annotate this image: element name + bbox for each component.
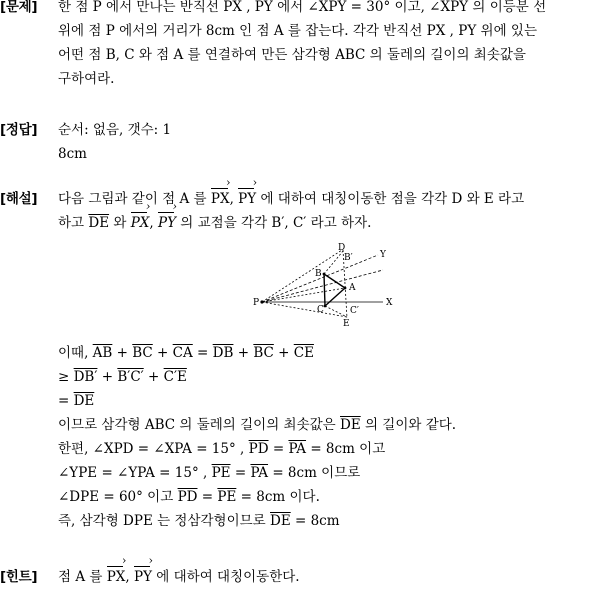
- segment-pd: $\overline{PD}$: [248, 441, 269, 457]
- text: 점 A 를: [58, 569, 107, 585]
- explanation-line: [58, 461, 590, 485]
- segment-de: $\overline{DE}$: [270, 513, 291, 529]
- text: =: [268, 441, 289, 457]
- problem-line: 위에 점 P 에서의 거리가 8cm 인 점 A 를 잡는다. 각각 반직선 PX , PY 위에 있는: [58, 23, 537, 39]
- vector-py: PY ›: [134, 565, 152, 589]
- label-a: A: [349, 283, 356, 293]
- segment-pe: $\overline{PE}$: [211, 465, 231, 481]
- label-b: B: [315, 269, 322, 279]
- explanation-line: [58, 187, 590, 211]
- point-b: [323, 273, 326, 276]
- problem-line: 한 점 P 에서 만나는 반직선 PX , PY 에서 ∠XPY = 30° 이고, ∠XPY 의 이등분 선: [58, 0, 547, 15]
- hint-body: [58, 565, 590, 589]
- dashed-line: [324, 251, 343, 274]
- dashed-line: [262, 250, 342, 302]
- text: 에 대하여 대칭이동한다.: [152, 569, 300, 585]
- text: = 8cm: [290, 513, 340, 529]
- text: +: [112, 345, 133, 361]
- hint-line: [58, 565, 590, 589]
- segment-bc: $\overline{BC}$: [132, 345, 153, 361]
- segment-de: $\overline{DE}$: [340, 417, 361, 433]
- vector-py: PY ›: [238, 187, 256, 211]
- text: +: [233, 345, 254, 361]
- explanation-label: [해설]: [0, 191, 38, 207]
- text: 에 대하여 대칭이동한 점을 각각 D 와 E 라고: [256, 191, 525, 207]
- segment-bc: $\overline{BC}$: [253, 345, 274, 361]
- text: +: [273, 345, 294, 361]
- side-ca: [325, 288, 345, 306]
- explanation-line: [58, 341, 590, 365]
- label-x: X: [386, 298, 393, 308]
- reflection-figure: [250, 238, 410, 330]
- point-c: [324, 305, 327, 308]
- text: 다음 그림과 같이 점 A 를: [58, 191, 211, 207]
- text: +: [97, 369, 118, 385]
- segment-cp-e: C′E: [163, 369, 187, 385]
- dashed-line: [262, 270, 383, 302]
- point-a: [344, 287, 347, 290]
- text: = 8cm 이므로: [268, 465, 361, 481]
- dashed-line: [262, 302, 347, 317]
- point-p: [260, 300, 263, 303]
- text: 이므로 삼각형 ABC 의 둘레의 길이의 최솟값은: [58, 417, 340, 433]
- explanation-line: [58, 413, 590, 437]
- answer-label: [정답]: [0, 122, 38, 138]
- text: =: [230, 465, 251, 481]
- answer-body: [58, 118, 590, 166]
- text: 이다.: [285, 489, 320, 505]
- vector-py: PY ›: [158, 211, 176, 235]
- segment-ca: $\overline{CA}$: [172, 345, 193, 361]
- explanation-line: [58, 211, 590, 235]
- segment-pa: $\overline{PA}$: [288, 441, 307, 457]
- text: +: [143, 369, 164, 385]
- text: 의 길이와 같다.: [360, 417, 457, 433]
- text: 한편, ∠XPD = ∠XPA = 15° ,: [58, 441, 249, 457]
- explanation-body: [58, 187, 590, 235]
- explanation-line: [58, 365, 590, 389]
- text: ,: [229, 191, 239, 207]
- explanation-line: [58, 509, 590, 533]
- label-c-prime: C′: [350, 306, 359, 316]
- vector-px: PX ›: [131, 211, 150, 235]
- text: =: [58, 393, 74, 409]
- dashed-line: [325, 306, 347, 317]
- vector-px: PX ›: [107, 565, 126, 589]
- text: ,: [149, 215, 158, 231]
- text: ∠DPE = 60° 이고: [58, 489, 178, 505]
- text: 와: [109, 215, 131, 231]
- text: =: [192, 345, 213, 361]
- segment-ce: $\overline{CE}$: [293, 345, 314, 361]
- explanation-line: [58, 485, 590, 509]
- segment-de: $\overline{DE}$: [73, 393, 95, 409]
- text: =: [197, 489, 218, 505]
- problem-label: [문제]: [0, 0, 38, 15]
- hint-label: [힌트]: [0, 569, 38, 585]
- answer-value: 8cm: [58, 146, 87, 162]
- text: 이때,: [58, 345, 93, 361]
- segment-pa: $\overline{PA}$: [250, 465, 269, 481]
- explanation-derivation: [58, 341, 590, 533]
- side-bc: [324, 274, 325, 306]
- problem-body: [58, 0, 590, 91]
- text: 하고: [58, 215, 89, 231]
- label-y: Y: [380, 250, 386, 260]
- text: 의 교점을 각각 B′, C′ 라고 하자.: [175, 215, 372, 231]
- label-b-prime: B′: [344, 253, 353, 263]
- problem-line: 어떤 점 B, C 와 점 A 를 연결하여 만든 삼각형 ABC 의 둘레의 길이의 최솟값을: [58, 47, 526, 63]
- label-p: P: [253, 298, 260, 308]
- text: +: [152, 345, 173, 361]
- text: 즉, 삼각형 DPE 는 정삼각형이므로: [58, 513, 271, 529]
- segment-pe: $\overline{PE}$: [217, 489, 237, 505]
- segment-bp-cp: B′C′: [117, 369, 144, 385]
- problem-line: 구하여라.: [58, 71, 115, 87]
- vector-px: PX ›: [211, 187, 230, 211]
- segment-pd: $\overline{PD}$: [177, 489, 198, 505]
- text: ∠YPE = ∠YPA = 15° ,: [58, 465, 212, 481]
- segment-ab: $\overline{AB}$: [92, 345, 113, 361]
- text: = 8cm: [236, 489, 286, 505]
- text: ,: [125, 569, 135, 585]
- text: ≥: [58, 369, 74, 385]
- segment-db-prime: DB′: [73, 369, 98, 385]
- label-c: C: [317, 305, 324, 315]
- segment-db: $\overline{DB}$: [212, 345, 234, 361]
- answer-order-count: 순서: 없음, 갯수: 1: [58, 122, 172, 138]
- explanation-line: [58, 437, 590, 461]
- segment-de: $\overline{DE}$: [88, 215, 110, 231]
- label-d: D: [338, 243, 346, 253]
- explanation-line: [58, 389, 590, 413]
- text: = 8cm 이고: [306, 441, 386, 457]
- label-e: E: [343, 319, 350, 329]
